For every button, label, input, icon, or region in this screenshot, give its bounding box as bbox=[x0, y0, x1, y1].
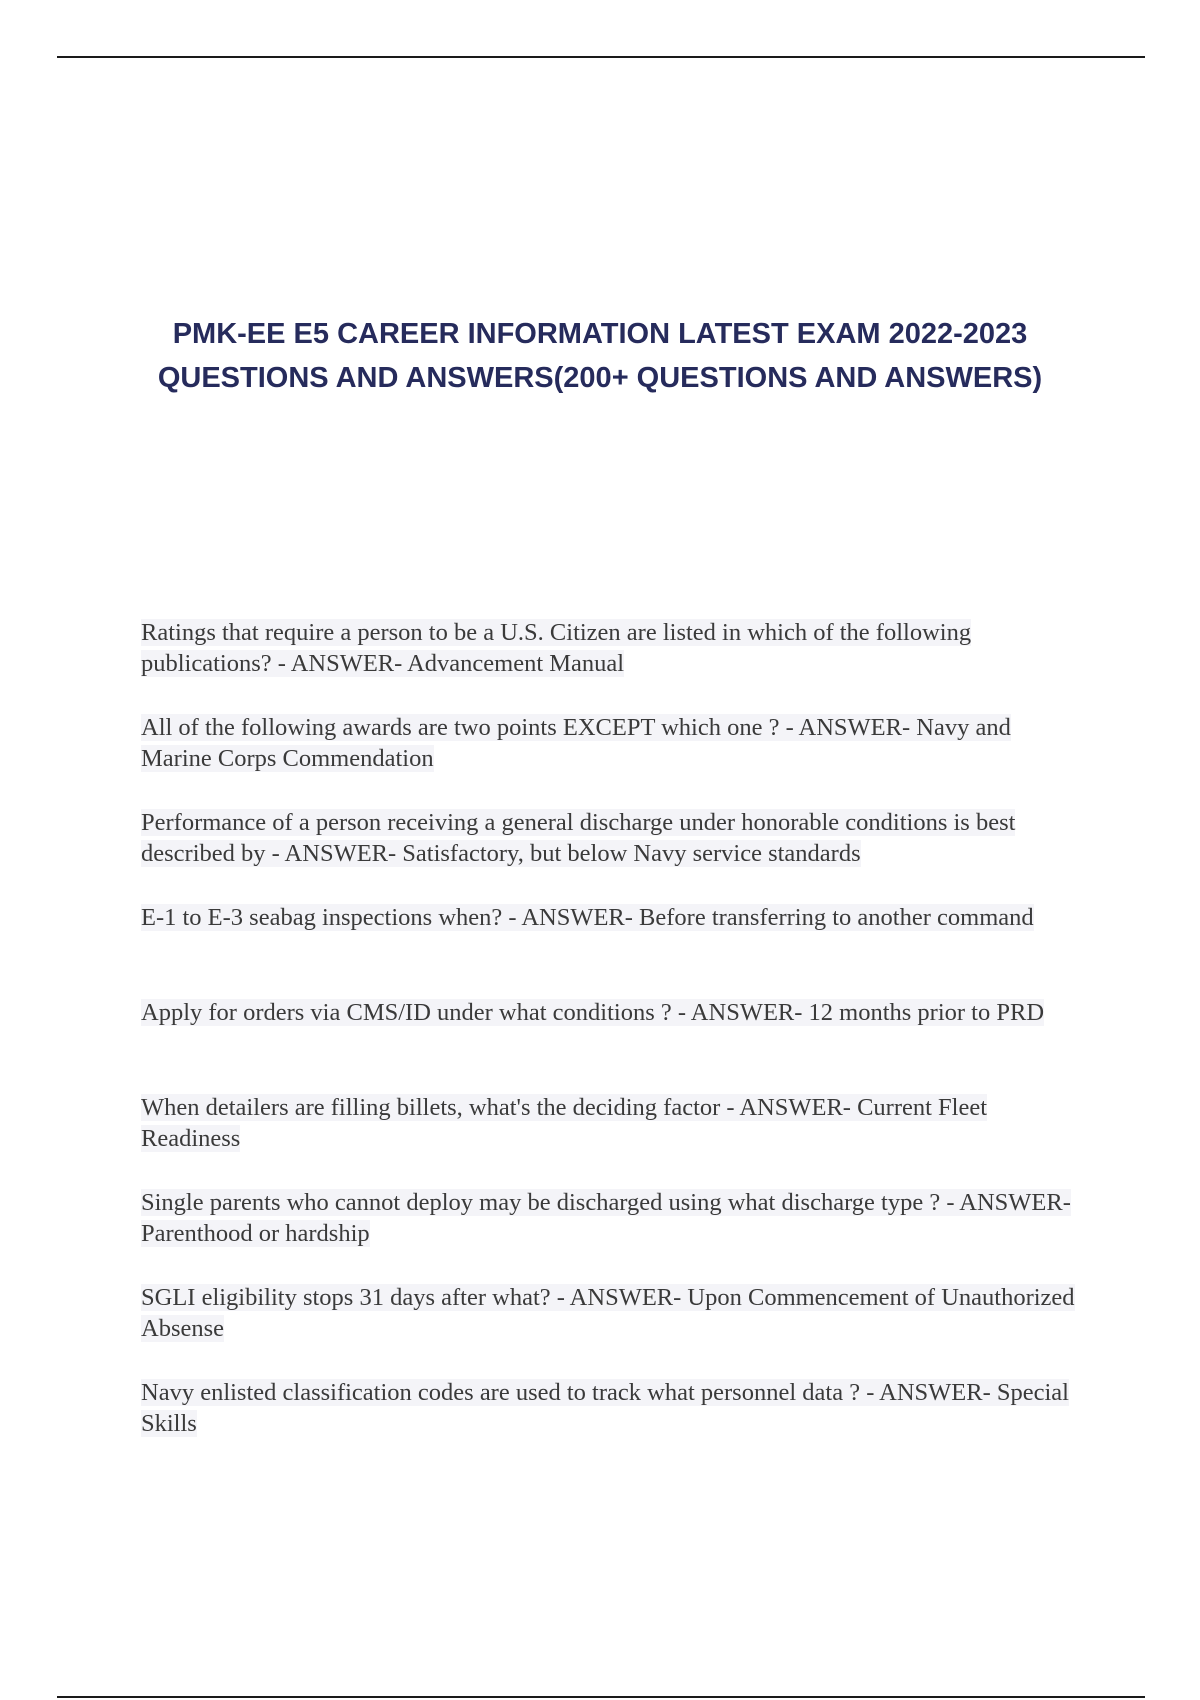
qa-item-3: Performance of a person receiving a general discharge under honorable conditions is best described by - ANSWER- Satisfactory, but below Navy service standards bbox=[141, 809, 1016, 867]
qa-item-9: Navy enlisted classification codes are used to track what personnel data ? - ANSWER- Special Skills bbox=[141, 1379, 1069, 1437]
qa-item-4: E-1 to E-3 seabag inspections when? - ANSWER- Before transferring to another command bbox=[141, 904, 1034, 931]
qa-item-1: Ratings that require a person to be a U.S. Citizen are listed in which of the following publications? - ANSWER- Advancement Manual bbox=[141, 619, 972, 677]
qa-item-2: All of the following awards are two points EXCEPT which one ? - ANSWER- Navy and Marine Corps Commendation bbox=[141, 714, 1011, 772]
qa-item-6: When detailers are filling billets, what's the deciding factor - ANSWER- Current Fleet Readiness bbox=[141, 1094, 988, 1152]
qa-item-7: Single parents who cannot deploy may be discharged using what discharge type ? - ANSWER- Parenthood or hardship bbox=[141, 1189, 1071, 1247]
top-rule bbox=[57, 56, 1145, 58]
qa-item-8: SGLI eligibility stops 31 days after what? - ANSWER- Upon Commencement of Unauthorized Absense bbox=[141, 1284, 1075, 1342]
document-title: PMK-EE E5 CAREER INFORMATION LATEST EXAM 2022-2023 QUESTIONS AND ANSWERS(200+ QUESTIONS AND ANSWERS) bbox=[157, 318, 1043, 394]
qa-item-5: Apply for orders via CMS/ID under what conditions ? - ANSWER- 12 months prior to PRD bbox=[141, 999, 1045, 1026]
bottom-rule bbox=[57, 1696, 1145, 1698]
qa-list bbox=[141, 618, 1081, 1473]
